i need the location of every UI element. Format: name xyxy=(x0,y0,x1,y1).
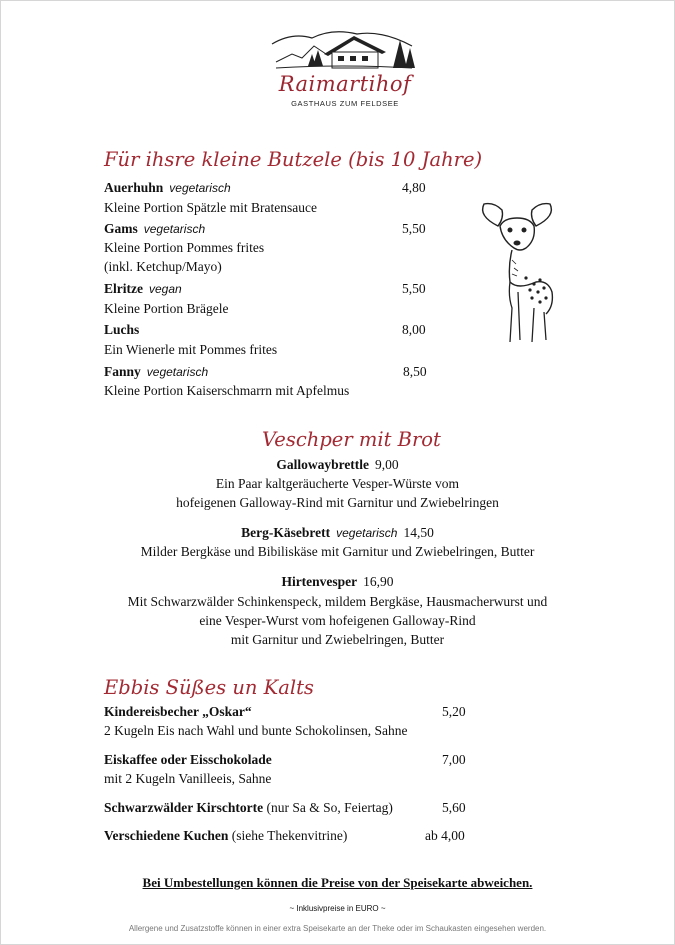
item-price: 5,50 xyxy=(402,221,426,236)
menu-item-kirschtorte xyxy=(104,799,393,817)
item-name: Elritze xyxy=(104,281,143,296)
item-name: Berg-Käsebrett xyxy=(241,525,331,540)
item-price: ab 4,00 xyxy=(425,828,465,843)
menu-item-eiskaffee xyxy=(104,751,272,769)
item-tag: vegetarisch xyxy=(336,526,398,540)
menu-item-elritze xyxy=(104,280,182,298)
item-description: Ein Paar kaltgeräucherte Vesper-Würste vom xyxy=(215,476,460,491)
item-description: mit 2 Kugeln Vanilleeis, Sahne xyxy=(104,771,272,786)
item-description: Kleine Portion Spätzle mit Bratensauce xyxy=(104,200,317,215)
item-note: (nur Sa & So, Feiertag) xyxy=(266,800,393,815)
menu-item-hirtenvesper xyxy=(0,572,675,591)
item-price: 5,20 xyxy=(442,704,466,719)
item-description: Kleine Portion Kaiserschmarrn mit Apfelmus xyxy=(104,383,350,398)
section-heading-vesper: Veschper mit Brot xyxy=(262,428,441,451)
item-name: Verschiedene Kuchen xyxy=(104,828,229,843)
item-name: Hirtenvesper xyxy=(281,574,358,589)
item-price: 5,50 xyxy=(402,281,426,296)
item-note: (siehe Thekenvitrine) xyxy=(231,828,348,843)
brand-name: Raimartihof xyxy=(278,72,412,96)
item-tag: vegan xyxy=(148,282,182,296)
item-name: Schwarzwälder Kirschtorte xyxy=(104,800,264,815)
prices-note: ~ Inklusivpreise in EURO ~ xyxy=(289,904,386,913)
item-price: 14,50 xyxy=(403,525,434,540)
section-heading-kids: Für ihsre kleine Butzele (bis 10 Jahre) xyxy=(104,148,483,171)
item-price: 4,80 xyxy=(402,180,426,195)
item-name: Kindereisbecher „Oskar“ xyxy=(104,704,252,719)
brand-subtitle: GASTHAUS ZUM FELDSEE xyxy=(291,99,399,108)
allergen-note: Allergene und Zusatzstoffe können in einer extra Speisekarte an der Theke oder im Schaukasten eingesehen werden. xyxy=(128,924,547,933)
item-description: Mit Schwarzwälder Schinkenspeck, mildem Bergkäse, Hausmacherwurst und xyxy=(127,594,548,609)
item-name: Gallowaybrettle xyxy=(276,457,370,472)
item-tag: vegetarisch xyxy=(146,365,209,379)
item-description: Kleine Portion Brägele xyxy=(104,301,229,316)
item-description: Ein Wienerle mit Pommes frites xyxy=(104,342,278,357)
menu-item-auerhuhn xyxy=(104,179,231,197)
item-tag: vegetarisch xyxy=(143,222,206,236)
item-price: 9,00 xyxy=(375,457,399,472)
price-change-notice: Bei Umbestellungen können die Preise von der Speisekarte abweichen. xyxy=(142,875,533,890)
item-name: Auerhuhn xyxy=(104,180,164,195)
menu-item-kuchen xyxy=(104,827,347,845)
item-price: 5,60 xyxy=(442,800,466,815)
item-name: Fanny xyxy=(104,364,141,379)
fawn-illustration xyxy=(474,196,560,351)
item-description: (inkl. Ketchup/Mayo) xyxy=(104,259,222,274)
section-heading-desserts: Ebbis Süßes un Kalts xyxy=(104,676,314,699)
menu-item-gallowaybrettle xyxy=(0,455,675,474)
item-tag: vegetarisch xyxy=(169,181,231,195)
menu-item-luchs xyxy=(104,321,139,339)
item-price: 8,50 xyxy=(403,364,427,379)
item-price: 8,00 xyxy=(402,322,426,337)
item-description: Milder Bergkäse und Bibiliskäse mit Garnitur und Zwiebelringen, Butter xyxy=(140,544,535,559)
item-description: hofeigenen Galloway-Rind mit Garnitur und Zwiebelringen xyxy=(176,495,499,510)
menu-item-berg-kaesebrett xyxy=(0,523,675,543)
item-name: Luchs xyxy=(104,322,140,337)
item-description: Kleine Portion Pommes frites xyxy=(104,240,265,255)
menu-item-kindereisbecher xyxy=(104,703,252,721)
item-description: mit Garnitur und Zwiebelringen, Butter xyxy=(230,632,445,647)
item-name: Eiskaffee oder Eisschokolade xyxy=(104,752,272,767)
item-price: 7,00 xyxy=(442,752,466,767)
item-description: eine Vesper-Wurst vom hofeigenen Galloway-Rind xyxy=(199,613,476,628)
item-description: 2 Kugeln Eis nach Wahl und bunte Schokolinsen, Sahne xyxy=(104,723,408,738)
menu-item-fanny xyxy=(104,363,208,381)
item-price: 16,90 xyxy=(363,574,394,589)
item-name: Gams xyxy=(104,221,138,236)
menu-item-gams xyxy=(104,220,205,238)
